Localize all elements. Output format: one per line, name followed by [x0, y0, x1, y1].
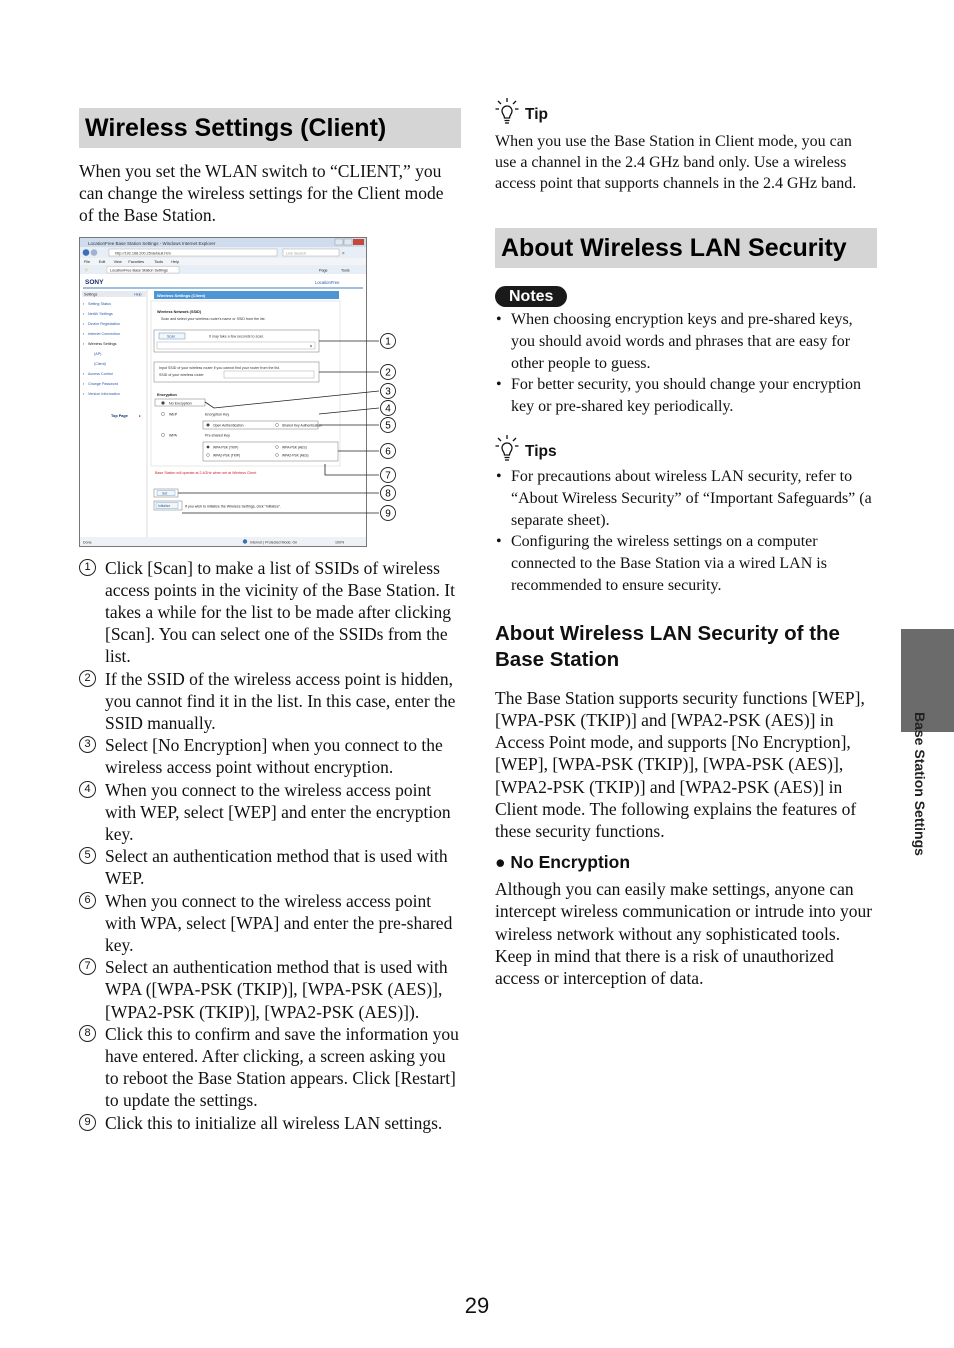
nav-item[interactable]: (Client)	[94, 361, 106, 366]
callout-group	[381, 333, 396, 520]
internet-zone-icon	[243, 539, 247, 543]
scan-message: It may take a few seconds to scan.	[209, 334, 265, 339]
callout-number: 1	[385, 336, 391, 348]
nav-bullet-icon: ▪	[83, 331, 85, 336]
favorites-star-icon[interactable]: ☆	[84, 267, 89, 274]
section-title-wireless-client: Wireless Settings (Client)	[79, 108, 461, 148]
step-text: When you connect to the wireless access point with WEP, select [WEP] and enter the encryption key.	[105, 779, 451, 845]
menu-item[interactable]: File	[84, 259, 91, 264]
list-item: • For precautions about wireless LAN security, refer to “About Wireless Security” of “Important Safeguards” (a separate sheet).	[495, 466, 877, 531]
tip-text: When you use the Base Station in Client mode, you can use a channel in the 2.4 GHz band only. Use a wireless access point that supports channels in the 2.4 GHz band.	[495, 133, 857, 192]
step-item	[79, 890, 461, 957]
page-menu[interactable]: Page	[319, 267, 328, 272]
top-page-link[interactable]: Top Page	[111, 413, 128, 418]
step-number: 5	[79, 847, 96, 864]
tips-header	[495, 434, 877, 462]
nav-bullet-icon: ▪	[83, 321, 85, 326]
status-zone: Internet | Protected Mode: On	[250, 540, 298, 545]
step-text: If the SSID of the wireless access point is hidden, you cannot find it in the list. In this case, enter the SSID manually.	[105, 668, 456, 734]
dropdown-chevron-icon: ▾	[310, 343, 313, 349]
forward-icon[interactable]	[91, 249, 98, 256]
opt-wpa: WPA	[169, 433, 177, 438]
shared-auth-label: Shared Key Authentication	[282, 423, 322, 428]
search-icon: ⌕	[342, 250, 345, 257]
address-text: http://192.168.200.25/default.htm	[115, 250, 171, 255]
ssid-label: SSID of your wireless router	[159, 372, 204, 377]
list-item: • When choosing encryption keys and pre-shared keys, you should avoid words and phrases that are easy for other people to guess.	[495, 309, 877, 374]
opt-no-encryption: No Encryption	[169, 401, 192, 406]
no-encryption-text: Although you can easily make settings, anyone can intercept wireless communication or intrude into your wireless network without any sophisticated tools. Keep in mind that there is a risk of unauthorized access or interception of data.	[495, 879, 873, 988]
encryption-label: Encryption	[157, 392, 177, 397]
section-title-security: About Wireless LAN Security	[495, 228, 877, 268]
nav-item[interactable]: Wireless Settings	[88, 341, 117, 346]
step-item	[79, 668, 461, 735]
search-placeholder: Live Search	[286, 250, 307, 255]
step-text: Select an authentication method that is used with WEP.	[105, 846, 448, 889]
tip-label: Tip	[525, 106, 548, 123]
lightbulb-icon	[495, 434, 519, 462]
status-done: Done	[83, 540, 92, 545]
callout-number: 5	[385, 420, 391, 432]
ssid-dropdown[interactable]	[157, 342, 315, 349]
callout-number: 4	[385, 403, 391, 415]
notes-badge: Notes	[495, 286, 567, 307]
open-auth-label: Open Authentication	[213, 423, 244, 428]
wpa-aes-label: WPA-PSK (AES)	[282, 444, 307, 449]
menu-item[interactable]: Help	[171, 259, 180, 264]
step-item	[79, 1112, 461, 1134]
wpa2-tkip-label: WPA2-PSK (TKIP)	[213, 452, 241, 457]
step-item	[79, 557, 461, 668]
step-item	[79, 734, 461, 778]
psk-label: Pre-shared Key	[205, 433, 230, 438]
no-encryption-heading: ● No Encryption	[495, 852, 631, 873]
nav-bullet-icon: ▪	[83, 391, 85, 396]
nav-bullet-icon: ▪	[83, 381, 85, 386]
step-item	[79, 1023, 461, 1112]
right-column	[495, 97, 877, 989]
initialize-button-label: Initialize	[158, 503, 171, 508]
sony-logo: SONY	[85, 278, 104, 286]
ssid-input[interactable]	[224, 371, 314, 378]
band-notice: Base Station will operate at 2.4GHz when set at Wireless Client.	[155, 470, 258, 475]
nav-item[interactable]: Internet Connection	[88, 331, 121, 336]
radio-no-encryption[interactable]	[161, 401, 164, 404]
scan-hint: Scan and select your wireless router's name or SSID from the list.	[161, 316, 266, 321]
nav-item[interactable]: Change Password	[88, 381, 119, 386]
step-number: 9	[79, 1114, 96, 1131]
opt-wep: WEP	[169, 412, 178, 417]
step-number: 2	[79, 670, 96, 687]
menu-item[interactable]: Favorites	[128, 259, 145, 264]
nav-item[interactable]: (AP)	[94, 351, 102, 356]
callout-number: 7	[385, 470, 391, 482]
back-icon[interactable]	[83, 249, 90, 256]
callout-number: 2	[385, 367, 391, 379]
nav-item[interactable]: Access Control	[88, 371, 113, 376]
step-number: 1	[79, 559, 96, 576]
tools-menu[interactable]: Tools	[341, 267, 350, 272]
scan-button-label: Scan	[167, 334, 176, 339]
left-column	[79, 108, 461, 1134]
ssid-hint: Input SSID of your wireless router if you cannot find your router from the list.	[159, 365, 280, 370]
lightbulb-icon	[495, 97, 519, 125]
locationfree-logo: LocationFree	[315, 279, 340, 285]
nav-bullet-icon: ▪	[83, 371, 85, 376]
step-text: Select [No Encryption] when you connect to the wireless access point without encryption.	[105, 735, 443, 778]
step-item	[79, 779, 461, 846]
initialize-message: If you wish to initialize the Wireless Settings, click "Initialize".	[185, 504, 282, 509]
nav-item[interactable]: Version Information	[88, 391, 120, 396]
nav-bullet-icon: ▪	[83, 311, 85, 316]
step-item	[79, 845, 461, 889]
tab-label: LocationFree Base Station Settings	[110, 267, 168, 272]
tips-list	[495, 466, 877, 597]
nav-item[interactable]: Device Registration	[88, 321, 120, 326]
callout-number: 3	[385, 386, 391, 398]
step-text: Select an authentication method that is used with WPA ([WPA-PSK (TKIP)], [WPA-PSK (AES)], [WPA2-PSK (TKIP)], [WPA2-PSK (AES)]).	[105, 957, 448, 1022]
window-title: LocationFree Base Station Settings - Windows Internet Explorer	[88, 240, 216, 246]
step-item	[79, 956, 461, 1023]
tip-header	[495, 97, 877, 125]
step-number: 7	[79, 958, 96, 975]
step-number: 6	[79, 892, 96, 909]
intro-paragraph: When you set the WLAN switch to “CLIENT,” you can change the wireless settings for the Client mode of the Base Station.	[79, 161, 444, 226]
wpa2-aes-label: WPA2-PSK (AES)	[282, 452, 309, 457]
step-number: 8	[79, 1025, 96, 1042]
radio-wpa-tkip[interactable]	[207, 445, 210, 448]
browser-screenshot	[79, 237, 461, 549]
nav-bullet-icon: ▪	[83, 301, 85, 306]
list-item: • For better security, you should change your encryption key or pre-shared key periodically.	[495, 374, 877, 418]
wpa-tkip-label: WPA-PSK (TKIP)	[213, 444, 239, 449]
step-text: Click [Scan] to make a list of SSIDs of wireless access points in the vicinity of the Base Station. It takes a while for the list to be made after clicking [Scan]. You can select one of the SSIDs from the list.	[105, 557, 455, 667]
menu-item[interactable]: View	[113, 259, 122, 264]
notes-list	[495, 309, 877, 418]
menu-item[interactable]: Tools	[154, 259, 164, 264]
nav-bullet-icon: ▪	[83, 341, 85, 346]
menu-item[interactable]: Edit	[98, 259, 106, 264]
page-number: 29	[464, 1293, 490, 1318]
enc-key-label: Encryption Key	[205, 412, 230, 417]
close-window-button[interactable]	[353, 239, 364, 245]
step-number: 4	[79, 781, 96, 798]
step-number: 3	[79, 736, 96, 753]
callout-number: 8	[385, 488, 391, 500]
status-zoom: 100%	[335, 540, 345, 545]
callout-number: 9	[385, 508, 391, 520]
steps-list	[79, 557, 461, 1134]
settings-label: Settings	[84, 292, 98, 297]
side-tab-label: Base Station Settings	[912, 712, 928, 856]
step-text: Click this to initialize all wireless LAN settings.	[105, 1112, 443, 1133]
radio-open-auth[interactable]	[207, 423, 210, 426]
list-item: • Configuring the wireless settings on a computer connected to the Base Station via a wired LAN is recommended to ensure security.	[495, 531, 877, 596]
step-text: When you connect to the wireless access point with WPA, select [WPA] and enter the pre-shared key.	[105, 890, 453, 956]
nav-item[interactable]: Setting Status	[88, 301, 111, 306]
network-label: Wireless Network (SSID)	[157, 309, 202, 314]
help-link[interactable]: Help	[134, 292, 142, 297]
set-button-label: Set	[162, 491, 168, 496]
subsection-title: About Wireless LAN Security of the Base Station	[495, 621, 840, 671]
panel-title: Wireless Settings (Client)	[157, 292, 206, 298]
top-page-arrow-icon: ▸	[139, 413, 141, 418]
step-text: Click this to confirm and save the information you have entered. After clicking, a screen asking you to reboot the Base Station appears. Click [Restart] to update the settings.	[105, 1023, 459, 1111]
callout-number: 6	[385, 446, 391, 458]
nav-item[interactable]: NetAV Settings	[88, 311, 113, 316]
subsection-text: The Base Station supports security functions [WEP], [WPA-PSK (TKIP)] and [WPA2-PSK (AES)] in Access Point mode, and supports [No Encryption], [WEP], [WPA-PSK (TKIP)], [WPA-PSK (AES)], [WPA2-PSK (TKIP)] and [WPA2-PSK (AES)] in Client mode. The following explains the features of these security functions.	[495, 687, 865, 841]
tips-label: Tips	[525, 442, 557, 460]
